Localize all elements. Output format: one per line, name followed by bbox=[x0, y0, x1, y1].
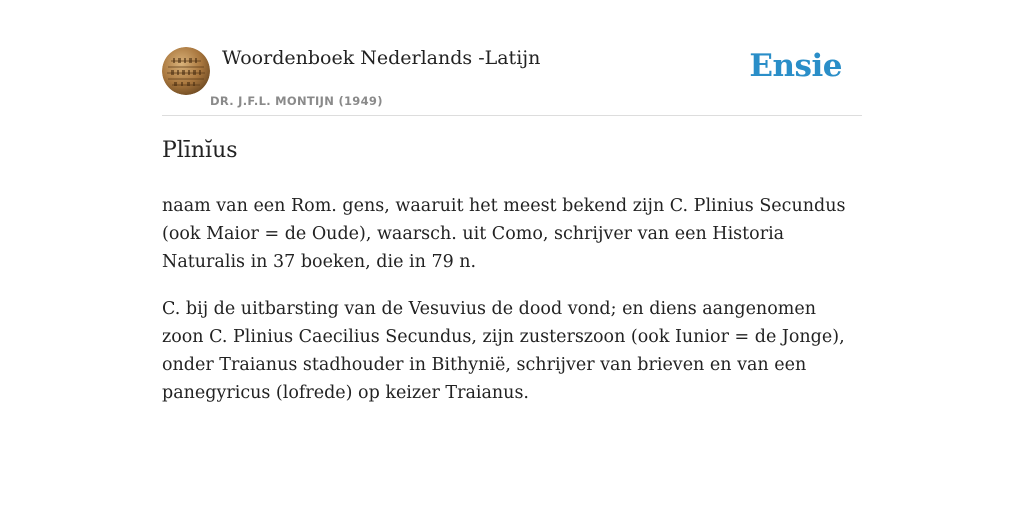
source-header bbox=[162, 40, 862, 116]
entry-title: Plīnĭus bbox=[162, 138, 238, 163]
source-author: DR. J.F.L. MONTIJN (1949) bbox=[210, 94, 383, 108]
ensie-logo-link[interactable]: Ensie bbox=[749, 48, 842, 84]
source-title[interactable]: Woordenboek Nederlands -Latijn bbox=[222, 47, 541, 69]
latin-inscription-seal-icon bbox=[162, 47, 210, 95]
entry-body bbox=[162, 192, 862, 426]
entry-paragraph: C. bij de uitbarsting van de Vesuvius de dood vond; en diens aangenomen zoon C. Plinius Caecilius Secundus, zijn zusterszoon (ook Iunior = de Jonge), onder Traianus stadhouder in Bithynië, schrijver van brieven en van een panegyricus (lofrede) op keizer Traianus. bbox=[162, 299, 845, 403]
entry-paragraph: naam van een Rom. gens, waaruit het meest bekend zijn C. Plinius Secundus (ook Maior = de Oude), waarsch. uit Como, schrijver van een Historia Naturalis in 37 boeken, die in 79 n. bbox=[162, 196, 846, 272]
